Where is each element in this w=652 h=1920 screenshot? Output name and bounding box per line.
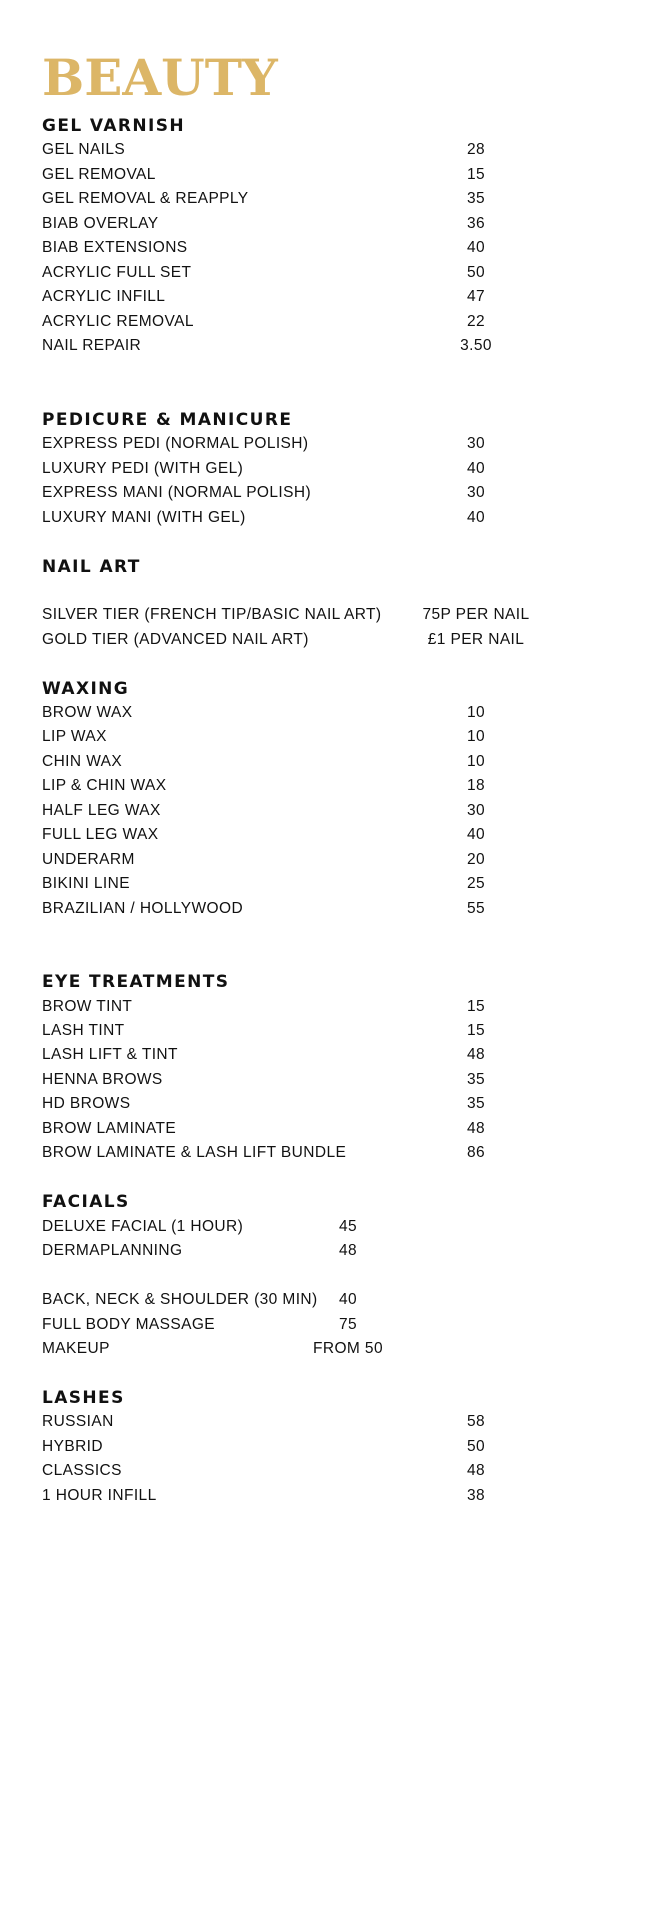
price-row bbox=[42, 628, 602, 652]
price-row bbox=[42, 1117, 602, 1141]
service-price: 22 bbox=[466, 313, 486, 330]
service-price: 10 bbox=[466, 704, 486, 721]
section-heading: EYE TREATMENTS bbox=[42, 972, 230, 992]
service-price: 20 bbox=[466, 851, 486, 868]
service-name: LIP & CHIN WAX bbox=[42, 777, 167, 794]
service-name: EXPRESS PEDI (NORMAL POLISH) bbox=[42, 435, 309, 452]
service-price: 28 bbox=[466, 141, 486, 158]
service-price: 35 bbox=[466, 1071, 486, 1088]
price-row bbox=[42, 774, 602, 798]
service-price: 40 bbox=[466, 509, 486, 526]
price-row bbox=[42, 212, 602, 236]
service-name: GEL REMOVAL & REAPPLY bbox=[42, 190, 249, 207]
section-heading: PEDICURE & MANICURE bbox=[42, 410, 293, 430]
service-name: SILVER TIER (FRENCH TIP/BASIC NAIL ART) bbox=[42, 606, 382, 623]
service-price: 48 bbox=[338, 1242, 358, 1259]
price-row bbox=[42, 1019, 602, 1043]
service-name: BROW LAMINATE & LASH LIFT BUNDLE bbox=[42, 1144, 347, 1161]
section-heading: FACIALS bbox=[42, 1192, 130, 1212]
service-name: DELUXE FACIAL (1 HOUR) bbox=[42, 1218, 244, 1235]
service-price: 15 bbox=[466, 998, 486, 1015]
price-row bbox=[42, 432, 602, 456]
service-name: GEL REMOVAL bbox=[42, 166, 156, 183]
price-row bbox=[42, 995, 602, 1019]
service-name: NAIL REPAIR bbox=[42, 337, 142, 354]
price-row bbox=[42, 750, 602, 774]
price-row bbox=[42, 1337, 602, 1361]
price-row bbox=[42, 1068, 602, 1092]
price-row bbox=[42, 701, 602, 725]
price-row bbox=[42, 310, 602, 334]
price-row bbox=[42, 725, 602, 749]
service-price: 3.50 bbox=[460, 337, 492, 354]
service-price: 15 bbox=[466, 166, 486, 183]
price-row bbox=[42, 799, 602, 823]
service-name: LUXURY PEDI (WITH GEL) bbox=[42, 460, 244, 477]
service-price: 86 bbox=[466, 1144, 486, 1161]
service-price: £1 PER NAIL bbox=[427, 631, 525, 648]
service-name: GEL NAILS bbox=[42, 141, 126, 158]
price-row bbox=[42, 506, 602, 530]
service-price: 35 bbox=[466, 1095, 486, 1112]
price-row bbox=[42, 236, 602, 260]
section-heading: GEL VARNISH bbox=[42, 116, 185, 136]
price-row bbox=[42, 897, 602, 921]
price-row bbox=[42, 457, 602, 481]
section-heading: NAIL ART bbox=[42, 557, 141, 577]
service-price: 75P PER NAIL bbox=[422, 606, 530, 623]
service-price: 75 bbox=[338, 1316, 358, 1333]
service-name: ACRYLIC REMOVAL bbox=[42, 313, 194, 330]
service-name: BIAB EXTENSIONS bbox=[42, 239, 188, 256]
service-price: 30 bbox=[466, 435, 486, 452]
price-row bbox=[42, 285, 602, 309]
price-row bbox=[42, 1141, 602, 1165]
service-price: 50 bbox=[466, 1438, 486, 1455]
service-name: LASH LIFT & TINT bbox=[42, 1046, 178, 1063]
service-name: HYBRID bbox=[42, 1438, 103, 1455]
price-row bbox=[42, 187, 602, 211]
section-heading: WAXING bbox=[42, 679, 130, 699]
price-row bbox=[42, 1435, 602, 1459]
service-name: BRAZILIAN / HOLLYWOOD bbox=[42, 900, 244, 917]
service-name: ACRYLIC INFILL bbox=[42, 288, 166, 305]
price-row bbox=[42, 1410, 602, 1434]
service-name: FULL LEG WAX bbox=[42, 826, 159, 843]
service-price: 30 bbox=[466, 802, 486, 819]
service-name: UNDERARM bbox=[42, 851, 135, 868]
service-name: BROW TINT bbox=[42, 998, 133, 1015]
service-price: 30 bbox=[466, 484, 486, 501]
price-row bbox=[42, 1484, 602, 1508]
service-price: 40 bbox=[338, 1291, 358, 1308]
service-price: 48 bbox=[466, 1046, 486, 1063]
price-row bbox=[42, 603, 602, 627]
price-row bbox=[42, 334, 602, 358]
service-price: 35 bbox=[466, 190, 486, 207]
service-price: 45 bbox=[338, 1218, 358, 1235]
price-row bbox=[42, 848, 602, 872]
service-price: FROM 50 bbox=[313, 1340, 383, 1357]
price-row bbox=[42, 1092, 602, 1116]
service-price: 25 bbox=[466, 875, 486, 892]
service-name: EXPRESS MANI (NORMAL POLISH) bbox=[42, 484, 312, 501]
price-row bbox=[42, 481, 602, 505]
service-price: 47 bbox=[466, 288, 486, 305]
service-name: BIKINI LINE bbox=[42, 875, 130, 892]
service-name: HD BROWS bbox=[42, 1095, 131, 1112]
service-name: CLASSICS bbox=[42, 1462, 122, 1479]
service-price: 48 bbox=[466, 1120, 486, 1137]
service-price: 48 bbox=[466, 1462, 486, 1479]
service-name: LIP WAX bbox=[42, 728, 107, 745]
service-name: BROW LAMINATE bbox=[42, 1120, 177, 1137]
price-row bbox=[42, 261, 602, 285]
price-row bbox=[42, 1239, 602, 1263]
service-price: 15 bbox=[466, 1022, 486, 1039]
service-price: 10 bbox=[466, 753, 486, 770]
service-name: BIAB OVERLAY bbox=[42, 215, 159, 232]
service-price: 58 bbox=[466, 1413, 486, 1430]
service-name: DERMAPLANNING bbox=[42, 1242, 183, 1259]
service-price: 55 bbox=[466, 900, 486, 917]
service-price: 36 bbox=[466, 215, 486, 232]
service-price: 50 bbox=[466, 264, 486, 281]
service-name: RUSSIAN bbox=[42, 1413, 114, 1430]
service-name: CHIN WAX bbox=[42, 753, 123, 770]
price-row bbox=[42, 1043, 602, 1067]
price-row bbox=[42, 823, 602, 847]
section-heading: LASHES bbox=[42, 1388, 125, 1408]
service-price: 10 bbox=[466, 728, 486, 745]
service-name: HENNA BROWS bbox=[42, 1071, 163, 1088]
price-row bbox=[42, 1215, 602, 1239]
page-title: BEAUTY bbox=[42, 48, 278, 107]
price-row bbox=[42, 1288, 602, 1312]
service-name: FULL BODY MASSAGE bbox=[42, 1316, 216, 1333]
price-row bbox=[42, 1459, 602, 1483]
price-row bbox=[42, 1313, 602, 1337]
service-price: 40 bbox=[466, 239, 486, 256]
service-price: 40 bbox=[466, 826, 486, 843]
price-row bbox=[42, 163, 602, 187]
service-name: HALF LEG WAX bbox=[42, 802, 161, 819]
price-row bbox=[42, 138, 602, 162]
service-price: 38 bbox=[466, 1487, 486, 1504]
service-name: MAKEUP bbox=[42, 1340, 110, 1357]
service-name: LUXURY MANI (WITH GEL) bbox=[42, 509, 246, 526]
service-name: BROW WAX bbox=[42, 704, 133, 721]
service-name: BACK, NECK & SHOULDER (30 MIN) bbox=[42, 1291, 318, 1308]
service-name: ACRYLIC FULL SET bbox=[42, 264, 192, 281]
service-name: GOLD TIER (ADVANCED NAIL ART) bbox=[42, 631, 309, 648]
service-name: 1 HOUR INFILL bbox=[42, 1487, 157, 1504]
price-row bbox=[42, 872, 602, 896]
service-price: 18 bbox=[466, 777, 486, 794]
service-price: 40 bbox=[466, 460, 486, 477]
service-name: LASH TINT bbox=[42, 1022, 125, 1039]
